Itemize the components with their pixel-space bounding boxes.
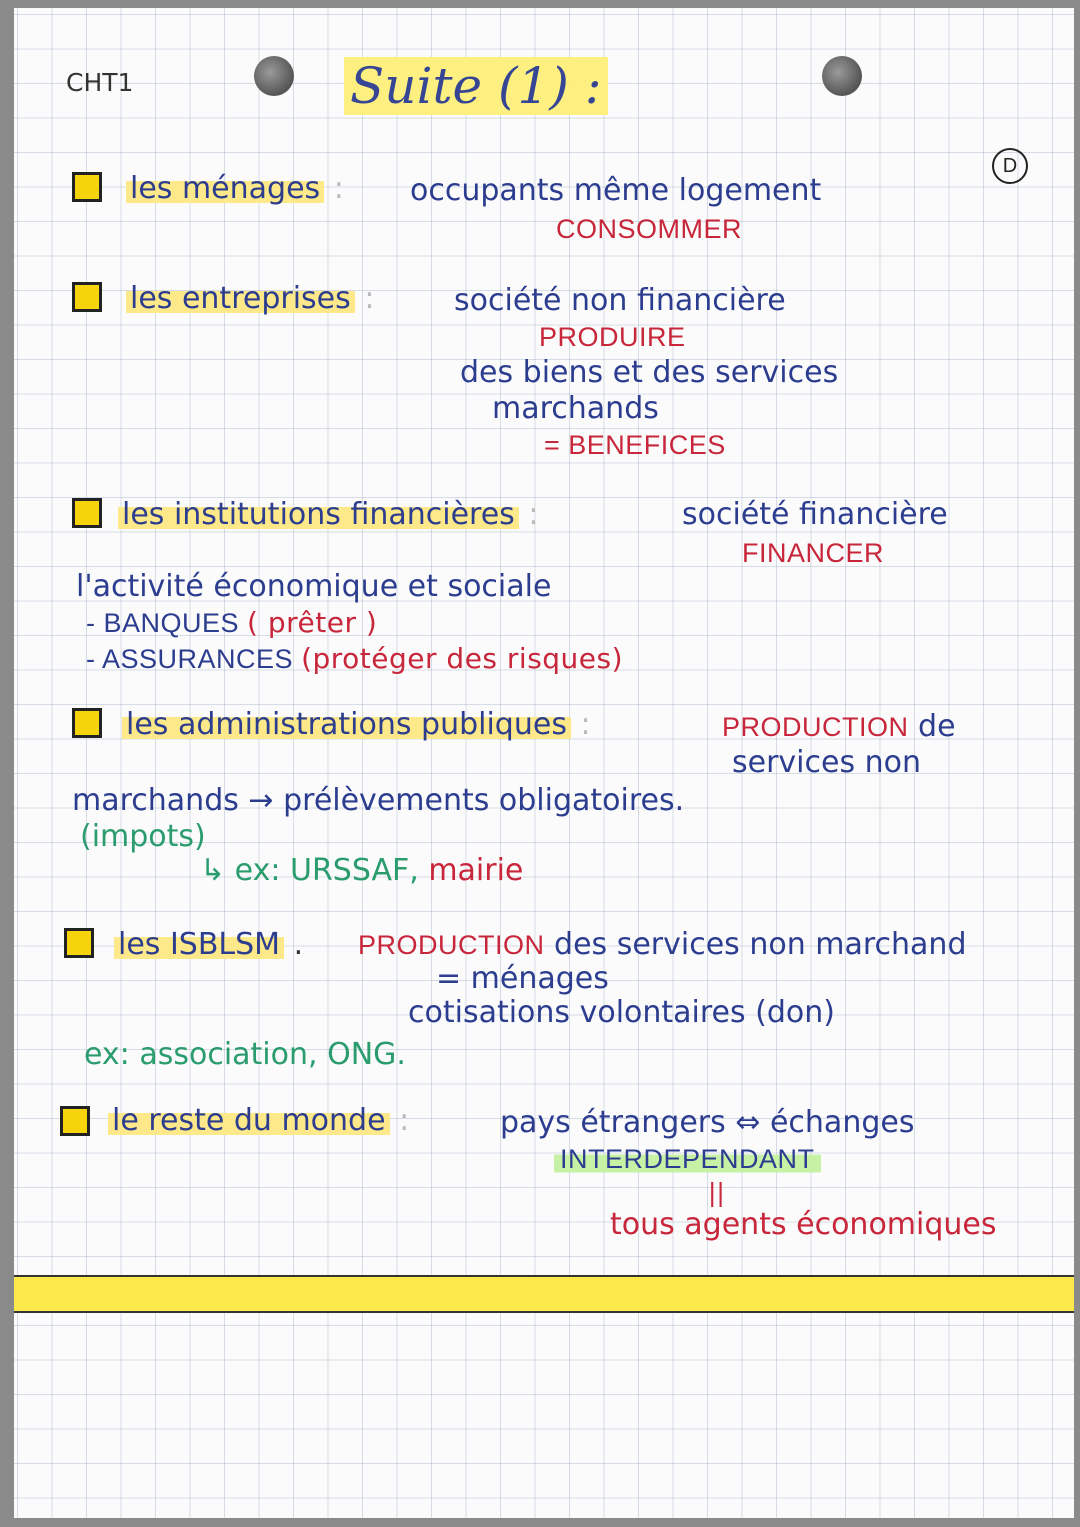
- punch-hole-right: [822, 56, 862, 96]
- checkbox-icon: [64, 928, 94, 958]
- separator: :: [580, 707, 591, 742]
- section-entreprises-heading: [126, 282, 374, 316]
- section-institutions-banques: [86, 606, 377, 640]
- checkbox-icon: [72, 282, 102, 312]
- section-isblsm-label: les ISBLSM: [114, 927, 284, 962]
- page-title-text: Suite (1) :: [344, 57, 608, 115]
- notebook-page: [14, 8, 1074, 1518]
- section-institutions-heading: [118, 498, 538, 532]
- section-entreprises-result: = BENEFICES: [544, 430, 726, 460]
- arrow-text: → prélèvements obligatoires.: [248, 783, 685, 818]
- examples-a: ↳ ex: URSSAF,: [200, 853, 419, 888]
- section-institutions-line2: l'activité économique et sociale: [76, 569, 552, 604]
- checkbox-icon: [60, 1106, 90, 1136]
- section-administrations-verb: PRODUCTION: [722, 712, 909, 742]
- section-isblsm-heading: [114, 928, 303, 962]
- section-isblsm-line2: = ménages: [436, 961, 609, 996]
- corner-mark: D: [992, 148, 1028, 184]
- section-entreprises-line3: marchands: [492, 391, 659, 426]
- section-reste-monde-key: INTERDEPENDANT: [554, 1144, 821, 1174]
- page-title: [344, 56, 608, 116]
- section-reste-monde-key-line: [554, 1142, 821, 1176]
- section-administrations-desc-b: services non: [732, 745, 922, 780]
- section-reste-monde-desc: pays étrangers ⇔ échanges: [500, 1105, 915, 1140]
- section-administrations-line2: [72, 784, 684, 818]
- section-entreprises-desc: société non financière: [454, 283, 786, 318]
- checkbox-icon: [72, 498, 102, 528]
- section-institutions-label: les institutions financières: [118, 497, 519, 532]
- section-isblsm-line3: cotisations volontaires (don): [408, 995, 836, 1030]
- chapter-label: CHT1: [66, 68, 134, 97]
- section-isblsm-desc: des services non marchand: [554, 927, 967, 962]
- section-entreprises-label: les entreprises: [126, 281, 355, 316]
- section-administrations-impots: (impots): [80, 819, 206, 854]
- section-reste-monde-heading: [108, 1104, 409, 1138]
- section-isblsm-verb-line: [358, 928, 967, 962]
- section-administrations-examples: [200, 854, 523, 888]
- assurances-note: (protéger des risques): [301, 642, 624, 675]
- section-administrations-verb-line: [722, 710, 956, 744]
- section-isblsm-verb: PRODUCTION: [358, 930, 545, 960]
- section-institutions-verb: FINANCER: [742, 538, 885, 568]
- banques-note: ( prêter ): [247, 606, 378, 639]
- separator: .: [293, 927, 304, 962]
- banques-label: - BANQUES: [86, 608, 240, 638]
- line2-text: marchands: [72, 783, 239, 818]
- separator: :: [333, 171, 344, 206]
- separator: :: [399, 1103, 410, 1138]
- section-isblsm-examples: ex: association, ONG.: [84, 1037, 406, 1072]
- examples-b: mairie: [428, 853, 524, 888]
- highlight-divider-band: [14, 1275, 1074, 1313]
- checkbox-icon: [72, 708, 102, 738]
- section-reste-monde-label: le reste du monde: [108, 1103, 390, 1138]
- section-administrations-label: les administrations publiques: [122, 707, 571, 742]
- section-menages-heading: [126, 172, 344, 206]
- checkbox-icon: [72, 172, 102, 202]
- section-menages-desc: occupants même logement: [410, 173, 822, 208]
- section-entreprises-line2: des biens et des services: [460, 355, 839, 390]
- section-institutions-desc: société financière: [682, 497, 948, 532]
- separator: :: [528, 497, 539, 532]
- section-reste-monde-conclusion: tous agents économiques: [610, 1207, 997, 1242]
- section-entreprises-verb: PRODUIRE: [539, 322, 686, 352]
- section-administrations-heading: [122, 708, 591, 742]
- punch-hole-left: [254, 56, 294, 96]
- equals-mark: ||: [708, 1178, 725, 1207]
- section-institutions-assurances: [86, 642, 623, 676]
- section-administrations-desc-a: de: [918, 709, 956, 744]
- separator: :: [364, 281, 375, 316]
- section-menages-label: les ménages: [126, 171, 324, 206]
- section-menages-verb: CONSOMMER: [556, 214, 742, 244]
- assurances-label: - ASSURANCES: [86, 644, 294, 674]
